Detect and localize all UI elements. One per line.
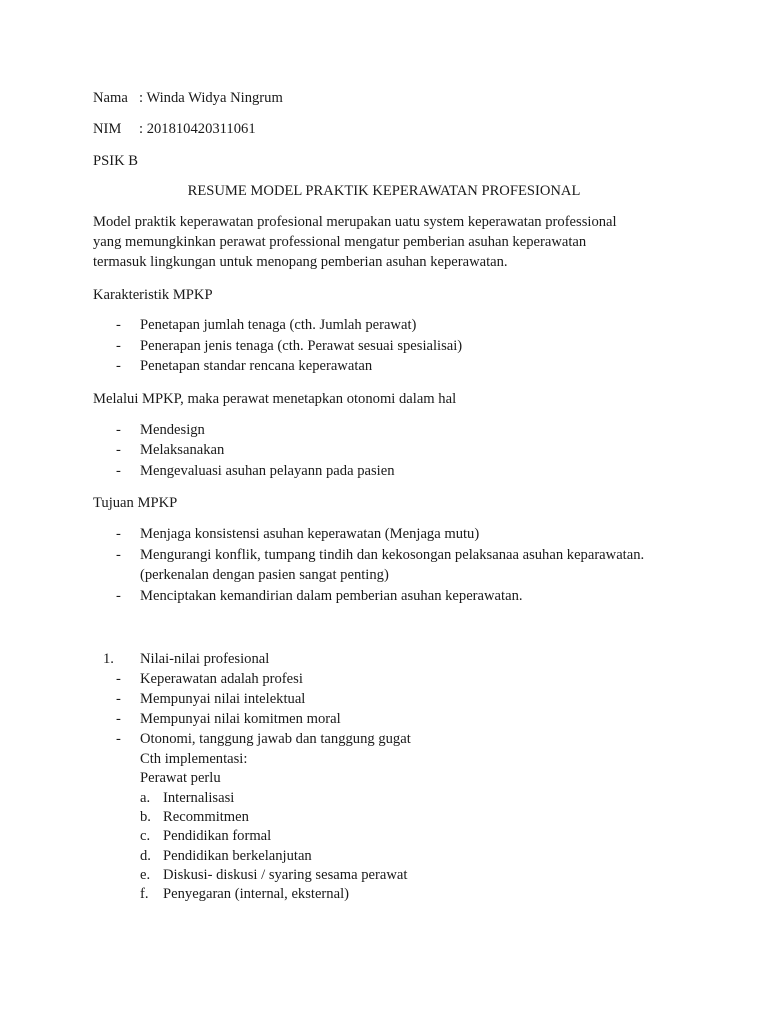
sub-item-marker: c.	[140, 828, 151, 844]
list-item: Menjaga konsistensi asuhan keperawatan (Menjaga mutu)	[140, 526, 480, 542]
dash-bullet: -	[116, 588, 121, 604]
tujuan-heading: Tujuan MPKP	[93, 495, 178, 511]
cth-implementasi: Cth implementasi:	[140, 751, 248, 767]
dash-bullet: -	[116, 671, 121, 687]
list-item: Penerapan jenis tenaga (cth. Perawat sesuai spesialisai)	[140, 338, 463, 354]
list-item: Melaksanakan	[140, 442, 225, 458]
dash-bullet: -	[116, 526, 121, 542]
sub-item: Pendidikan berkelanjutan	[163, 848, 312, 864]
nama-value: : Winda Widya Ningrum	[139, 90, 283, 106]
karakteristik-heading: Karakteristik MPKP	[93, 287, 213, 303]
nim-value: : 201810420311061	[139, 121, 256, 137]
otonomi-heading: Melalui MPKP, maka perawat menetapkan otonomi dalam hal	[93, 391, 457, 407]
nilai-heading: Nilai-nilai profesional	[140, 651, 270, 667]
sub-item: Internalisasi	[163, 790, 235, 806]
intro-line: yang memungkinkan perawat professional mengatur pemberian asuhan keperawatan	[93, 234, 587, 250]
list-item: Mempunyai nilai komitmen moral	[140, 711, 341, 727]
dash-bullet: -	[116, 547, 121, 563]
list-item: Otonomi, tanggung jawab dan tanggung gugat	[140, 731, 411, 747]
document-title: RESUME MODEL PRAKTIK KEPERAWATAN PROFESIONAL	[187, 183, 581, 199]
dash-bullet: -	[116, 711, 121, 727]
list-item: Mempunyai nilai intelektual	[140, 691, 306, 707]
dash-bullet: -	[116, 317, 121, 333]
list-item: Mendesign	[140, 422, 205, 438]
sub-item: Recommitmen	[163, 809, 249, 825]
dash-bullet: -	[116, 731, 121, 747]
nama-label: Nama	[93, 90, 128, 106]
list-item: Penetapan jumlah tenaga (cth. Jumlah perawat)	[140, 317, 417, 333]
sub-item: Diskusi- diskusi / syaring sesama perawat	[163, 867, 408, 883]
intro-paragraph	[93, 212, 617, 272]
perawat-perlu: Perawat perlu	[140, 770, 221, 786]
dash-bullet: -	[116, 422, 121, 438]
sub-item-marker: e.	[140, 867, 151, 883]
dash-bullet: -	[116, 338, 121, 354]
sub-item: Pendidikan formal	[163, 828, 272, 844]
dash-bullet: -	[116, 463, 121, 479]
dash-bullet: -	[116, 691, 121, 707]
sub-item-marker: a.	[140, 790, 151, 806]
list-item: Mengurangi konflik, tumpang tindih dan kekosongan pelaksanaa asuhan keparawatan.	[140, 547, 645, 563]
list-item: Keperawatan adalah profesi	[140, 671, 303, 687]
list-item: Menciptakan kemandirian dalam pemberian asuhan keperawatan.	[140, 588, 523, 604]
list-number: 1.	[103, 651, 114, 667]
sub-item-marker: f.	[140, 886, 149, 902]
list-item-continuation: (perkenalan dengan pasien sangat penting)	[140, 567, 389, 583]
intro-line: termasuk lingkungan untuk menopang pemberian asuhan keperawatan.	[93, 254, 508, 270]
list-item: Mengevaluasi asuhan pelayann pada pasien	[140, 463, 395, 479]
sub-item-marker: b.	[140, 809, 151, 825]
dash-bullet: -	[116, 442, 121, 458]
sub-item: Penyegaran (internal, eksternal)	[163, 886, 349, 902]
nim-label: NIM	[93, 121, 122, 137]
class-text: PSIK B	[93, 153, 139, 169]
intro-line: Model praktik keperawatan profesional merupakan uatu system keperawatan professional	[93, 214, 617, 230]
sub-item-marker: d.	[140, 848, 151, 864]
list-item: Penetapan standar rencana keperawatan	[140, 358, 373, 374]
dash-bullet: -	[116, 358, 121, 374]
